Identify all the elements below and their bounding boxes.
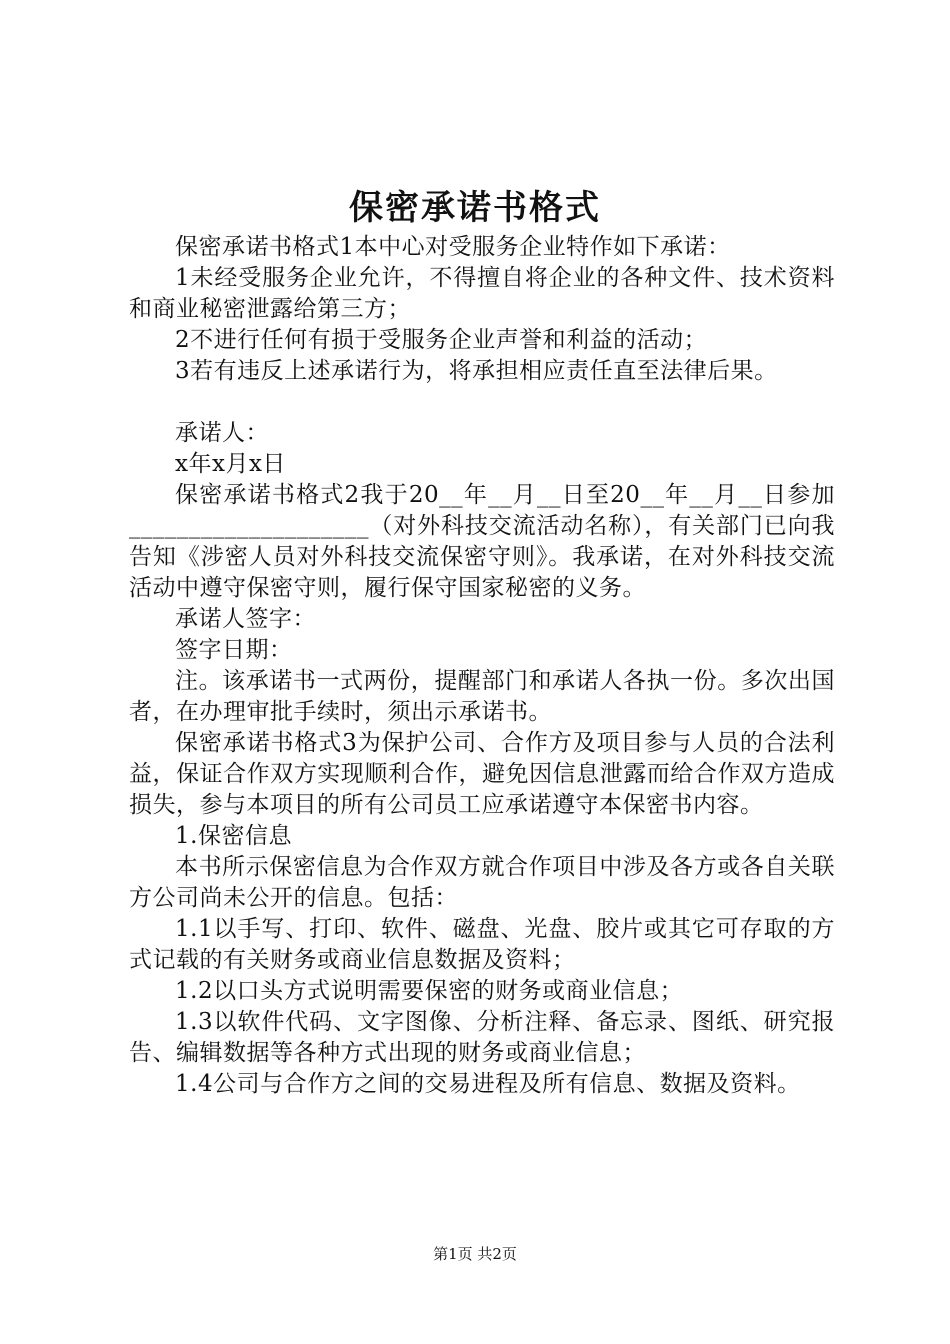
paragraph-item-1-2: 1.2以口头方式说明需要保密的财务或商业信息； bbox=[175, 978, 684, 1004]
paragraph-commitment-1: 1未经受服务企业允许，不得擅自将企业的各种文件、技术资料和商业秘密泄露给第三方； bbox=[129, 265, 835, 322]
paragraph-item-1-3: 1.3以软件代码、文字图像、分析注释、备忘录、图纸、研究报告、编辑数据等各种方式出现的财务或商业信息； bbox=[129, 1009, 835, 1066]
paragraph-date: x年x月x日 bbox=[175, 451, 286, 477]
document-title: 保密承诺书格式 bbox=[349, 188, 601, 228]
section-heading-confidential-info: 1.保密信息 bbox=[175, 823, 292, 849]
paragraph-promisor: 承诺人： bbox=[175, 420, 269, 446]
paragraph-format3: 保密承诺书格式3为保护公司、合作方及项目参与人员的合法利益，保证合作双方实现顺利合作，避免因信息泄露而给合作双方造成损失，参与本项目的所有公司员工应承诺遵守本保密书内容。 bbox=[129, 730, 835, 818]
page-footer: 第1页 共2页 bbox=[433, 1245, 517, 1263]
paragraph-format2: 保密承诺书格式2我于20__年__月__日至20__年__月__日参加____________________（对外科技交流活动名称），有关部门已向我告知《涉密人员对外科技交流保密守则》。我承诺，在对外科技交流活动中遵守保密守则，履行保守国家秘密的义务。 bbox=[129, 482, 835, 601]
paragraph-format1-intro: 保密承诺书格式1本中心对受服务企业特作如下承诺： bbox=[175, 234, 731, 260]
paragraph-promisor-signature: 承诺人签字： bbox=[175, 606, 316, 632]
paragraph-note: 注。该承诺书一式两份，提醒部门和承诺人各执一份。多次出国者，在办理审批手续时，须出示承诺书。 bbox=[129, 668, 835, 725]
paragraph-definition: 本书所示保密信息为合作双方就合作项目中涉及各方或各自关联方公司尚未公开的信息。包括： bbox=[129, 854, 835, 911]
paragraph-signature-date: 签字日期： bbox=[175, 637, 293, 663]
document-body bbox=[129, 232, 835, 1100]
paragraph-commitment-2: 2不进行任何有损于受服务企业声誉和利益的活动； bbox=[175, 327, 708, 353]
paragraph-item-1-4: 1.4公司与合作方之间的交易进程及所有信息、数据及资料。 bbox=[175, 1071, 801, 1097]
paragraph-item-1-1: 1.1以手写、打印、软件、磁盘、光盘、胶片或其它可存取的方式记载的有关财务或商业信息数据及资料； bbox=[129, 916, 835, 973]
paragraph-commitment-3: 3若有违反上述承诺行为，将承担相应责任直至法律后果。 bbox=[175, 358, 778, 384]
